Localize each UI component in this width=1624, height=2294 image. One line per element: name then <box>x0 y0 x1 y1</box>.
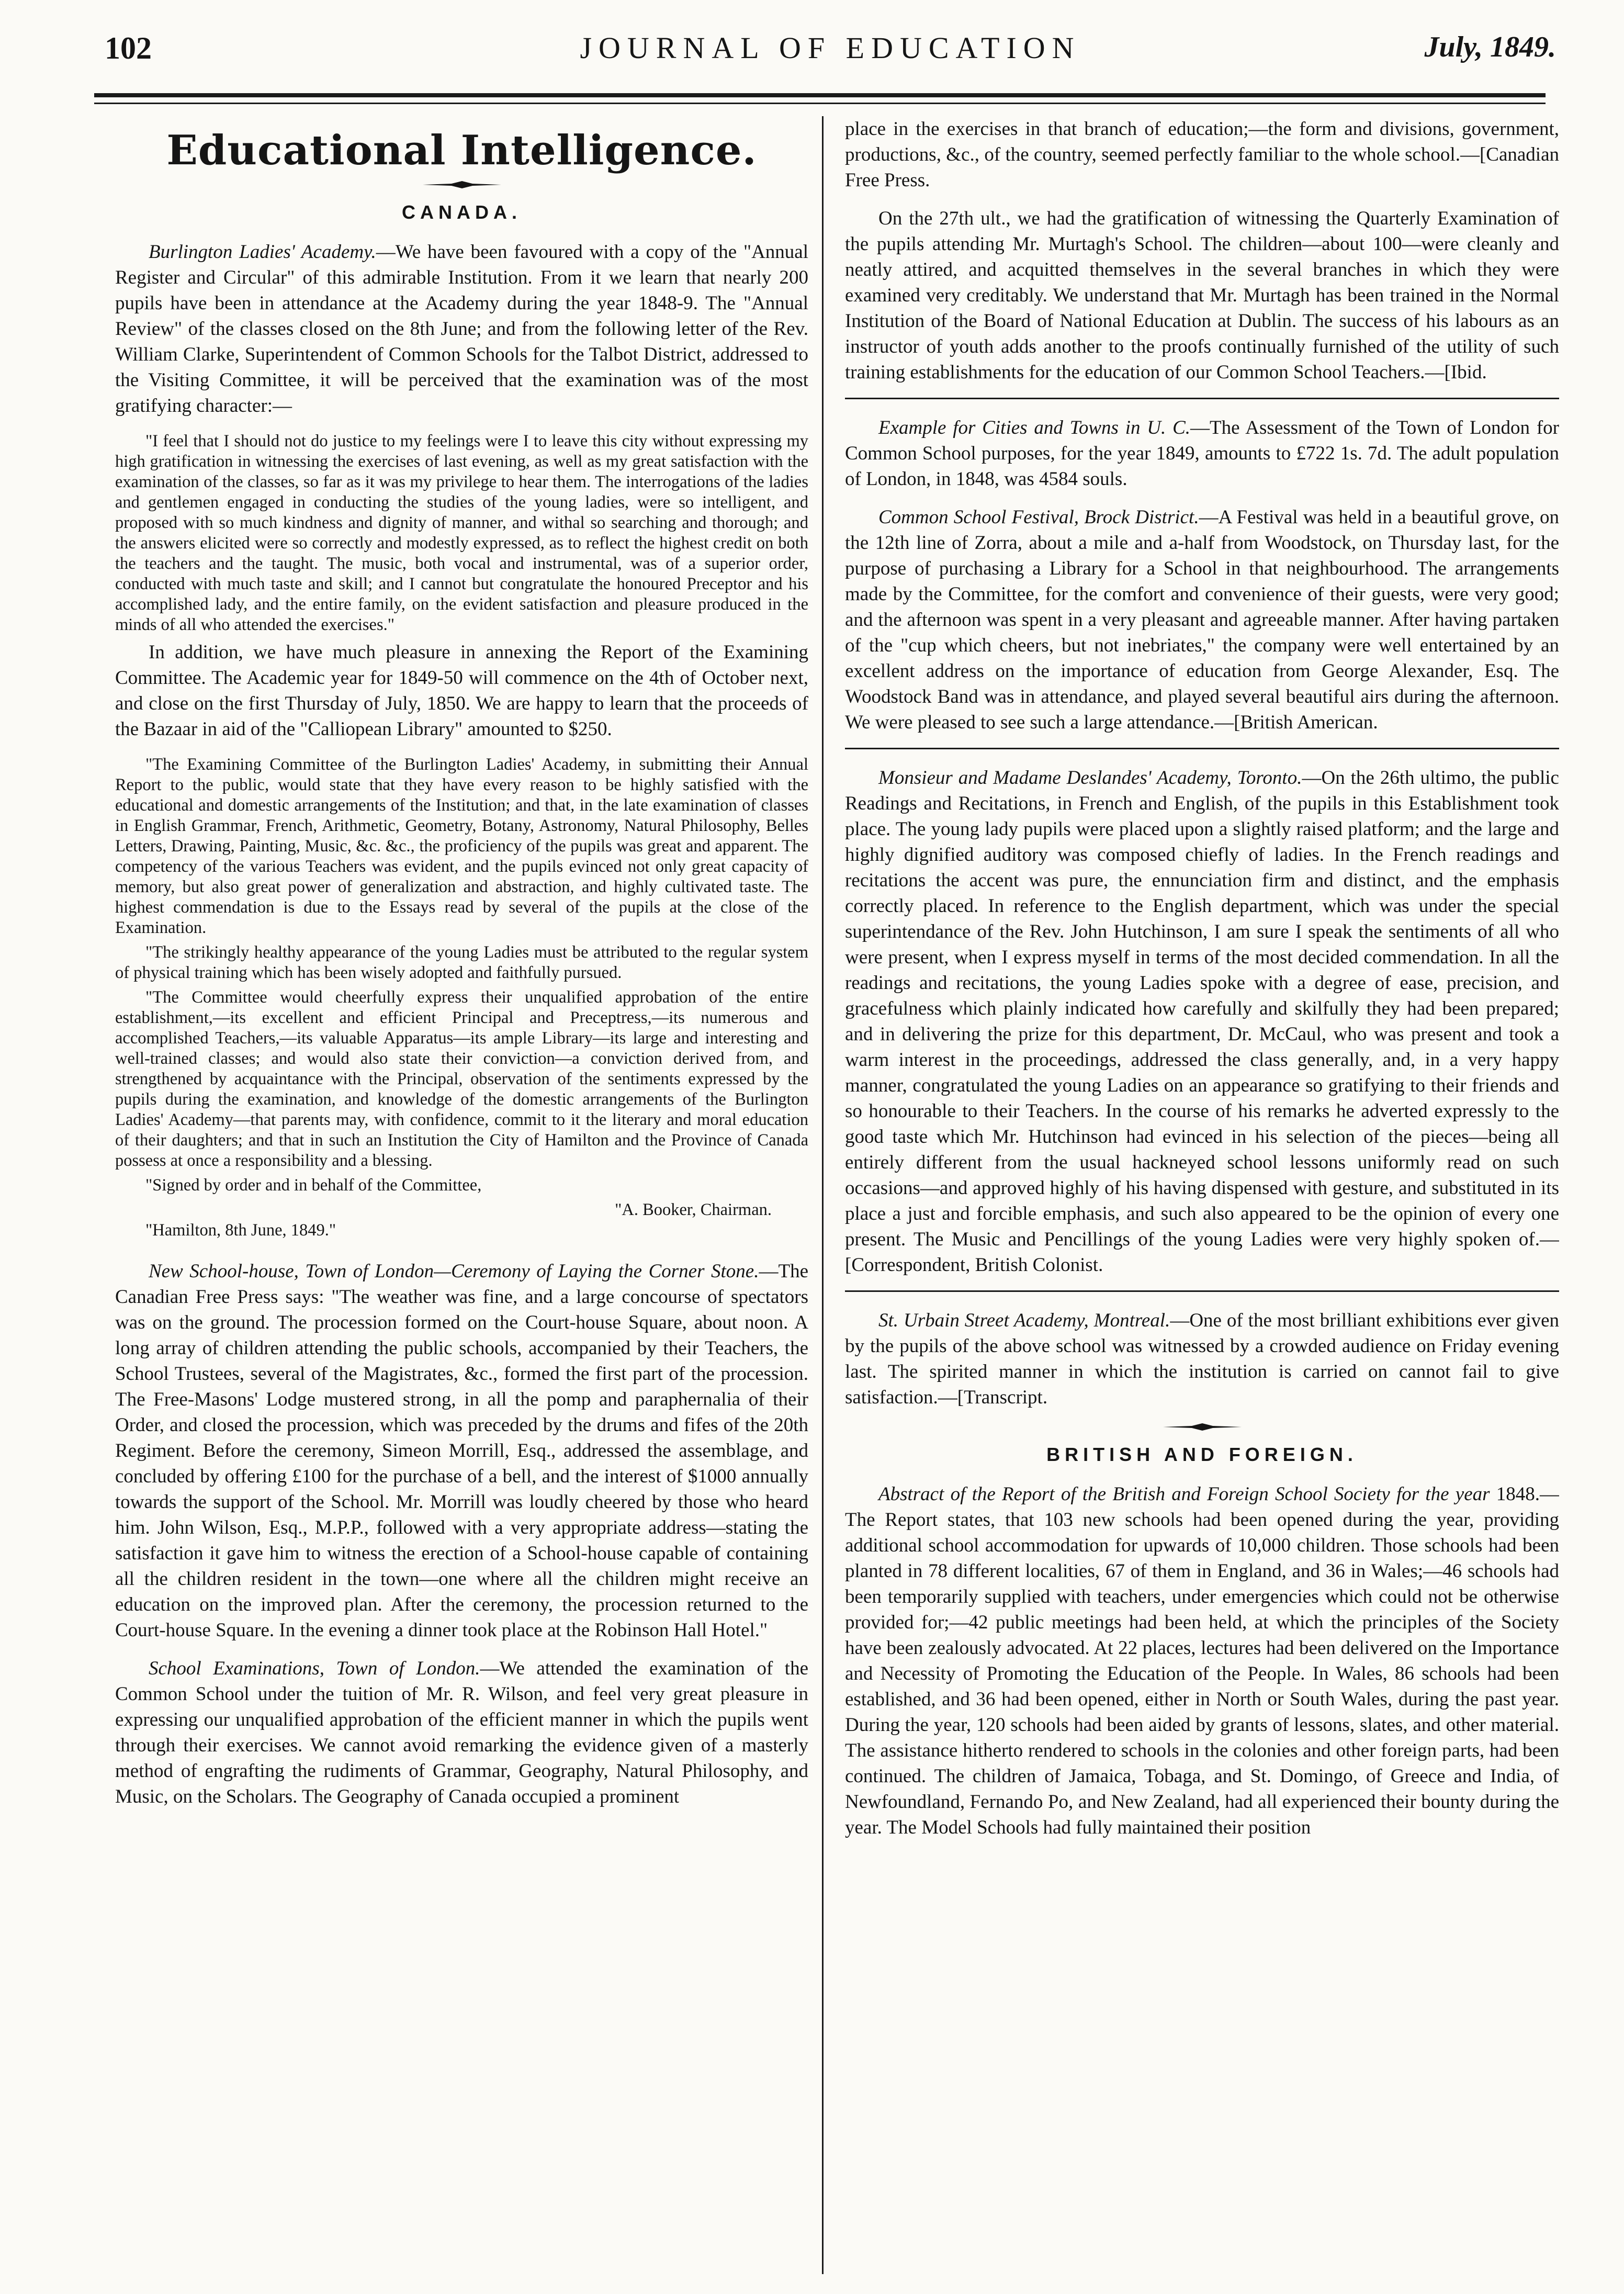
article-lead: Abstract of the Report of the British and Foreign School Society for the year <box>878 1483 1490 1505</box>
ornament-divider-icon <box>423 181 501 189</box>
right-column <box>845 116 1559 2273</box>
article-body: —The Assessment of the Town of London for Common School purposes, for the year 1849, amounts to £722 1s. 7d. The adult population of London, in 1848, was 4584 souls. <box>845 417 1559 490</box>
journal-title: JOURNAL OF EDUCATION <box>580 31 1081 65</box>
article-deslandes <box>845 765 1559 1278</box>
header-rule-thin <box>94 103 1546 104</box>
header-rule-thick <box>94 93 1546 97</box>
article-lead: Burlington Ladies' Academy. <box>149 241 376 263</box>
article-burlington <box>115 239 808 419</box>
paragraph-addition: In addition, we have much pleasure in annexing the Report of the Examining Committee. The Academic year for 1849-50 will commence on the 4th of October next, and close on the first Thursday of July, 1850. We are happy to learn that the proceeds of the Bazaar in aid of the "Calliopean Library" amounted to $250. <box>115 642 808 740</box>
section-heading-british-foreign: BRITISH AND FOREIGN. <box>1046 1444 1358 1465</box>
article-body: —One of the most brilliant exhibitions ever given by the pupils of the above school was witnessed by a crowded audience on Friday evening last. The spirited manner in which the institution is carried on cannot fail to give satisfaction.—[Transcript. <box>845 1310 1559 1408</box>
page-header <box>105 30 1556 83</box>
quote-committee-report: "The Examining Committee of the Burlington Ladies' Academy, in submitting their Annual Report to the public, would state that they have every reason to be highly satisfied with the educational and domestic arrangements of the Institution; and that, in the late examination of classes in English Grammar, French, Arithmetic, Geometry, Botany, Astronomy, Natural Philosophy, Belles Letters, Drawing, Painting, Music, &c. &c., the proficiency of the pupils was great and apparent. The competency of the various Teachers was evident, and the pupils evinced not only great capacity of memory, but also great power of generalization and abstraction, and highly cultivated taste. The highest commendation is due to the Essays read by several of the pupils at the close of the Examination. <box>115 755 808 937</box>
section-heading-canada: CANADA. <box>402 201 522 223</box>
article-separator <box>845 748 1559 749</box>
issue-date: July, 1849. <box>1424 31 1556 63</box>
article-lead: St. Urbain Street Academy, Montreal. <box>878 1310 1170 1331</box>
article-separator <box>845 398 1559 399</box>
article-festival <box>845 504 1559 735</box>
article-body: —We attended the examination of the Common School under the tuition of Mr. R. Wilson, and feel very great pleasure in expressing our unqualified approbation of the efficient manner in which the pupils went through their exercises. We cannot avoid remarking the evidence given of a masterly method of engrafting the rudiments of Grammar, Geography, Natural Philosophy, and Music, on the Scholars. The Geography of Canada occupied a prominent <box>115 1658 808 1807</box>
article-separator <box>845 1290 1559 1292</box>
article-british-foreign-society <box>845 1481 1559 1840</box>
article-school-examinations <box>115 1656 808 1809</box>
article-lead: School Examinations, Town of London. <box>149 1658 480 1679</box>
left-column <box>115 116 808 2273</box>
signature-date: "Hamilton, 8th June, 1849." <box>145 1221 336 1240</box>
column-divider <box>822 116 824 2274</box>
quote-approbation: "The Committee would cheerfully express their unqualified approbation of the entire establishment,—its excellent and efficient Principal and Preceptress,—its numerous and accomplished Teachers,—its valuable Apparatus—its ample Library—its large and interesting and well-trained classes; and would also state their conviction—a conviction derived from, and strengthened by acquaintance with the Principal, observation of the sentiments expressed by the pupils during the examination, and knowledge of the domestic arrangements of the Burlington Ladies' Academy—that parents may, with confidence, commit to it the literary and moral education of their daughters; and that in such an Institution the City of Hamilton and the Province of Canada possess at once a responsibility and a blessing. <box>115 988 808 1170</box>
signed-line: "Signed by order and in behalf of the Committee, <box>145 1176 482 1195</box>
continued-paragraph: place in the exercises in that branch of education;—the form and divisions, government, productions, &c., of the country, seemed perfectly familiar to the whole school.—[Canadian Free Press. <box>845 118 1559 191</box>
article-body: —On the 26th ultimo, the public Readings and Recitations, in French and English, of the pupils in this Establishment took place. The young lady pupils were placed upon a slightly raised platform; and the large and highly dignified auditory was composed chiefly of ladies. In the French readings and recitations the accent was pure, the ennunciation firm and distinct, and the emphasis correctly placed. In reference to the English department, which was under the special superintendance of the Rev. John Hutchinson, I am sure I speak the sentiments of all who were present, when I express myself in terms of the most decided commendation. In all the readings and recitations, the young Ladies spoke with a degree of ease, precision, and gracefulness which plainly indicated how carefully and skilfully they had been prepared; and in delivering the prize for this department, Dr. McCaul, who was present and took a warm interest in the proceedings, addressed the class generally, and, in a very happy manner, congratulated the young Ladies on an appearance so gratifying to their friends and so honourable to their Teachers. In the course of his remarks he adverted expressly to the good taste which Mr. Hutchinson had evinced in his selection of the pieces—being all entirely different from the usual hackneyed school lessons uniformly read on such occasions—and approved highly of his having dispensed with gesture, and substituted in its place a just and forcible emphasis, and such also appeared to be the opinion of every one present. The Music and Pencillings of the young Ladies were very highly spoken of.—[Correspondent, British Colonist. <box>845 767 1559 1276</box>
article-body: —We have been favoured with a copy of the "Annual Register and Circular" of this admirable Institution. From it we learn that nearly 200 pupils have been in attendance at the Academy during the year 1848-9. The "Annual Review" of the classes closed on the 8th June; and from the following letter of the Rev. William Clarke, Superintendent of Common Schools for the Talbot District, addressed to the Visiting Committee, it will be perceived that the examination was of the most gratifying character:— <box>115 241 808 417</box>
page-title: Educational Intelligence. <box>166 127 757 174</box>
article-st-urbain <box>845 1308 1559 1410</box>
article-lead: Example for Cities and Towns in U. C. <box>878 417 1191 438</box>
article-body: —A Festival was held in a beautiful grove, on the 12th line of Zorra, about a mile and a-half from Woodstock, on Thursday last, for the purpose of purchasing a Library for a School in that neighbourhood. The arrangements made by the Committee, for the comfort and convenience of their guests, were very good; and the afternoon was spent in a very pleasant and agreeable manner. After having partaken of the "cup which cheers, but not inebriates," the company were well entertained by an excellent address on the importance of education from George Alexander, Esq. The Woodstock Band was in attendance, and played several beautiful airs during the afternoon. We were pleased to see such a large attendance.—[British American. <box>845 507 1559 733</box>
quote-physical-training: "The strikingly healthy appearance of the young Ladies must be attributed to the regular system of physical training which has been wisely adopted and faithfully pursued. <box>115 943 808 982</box>
page-number: 102 <box>105 31 152 65</box>
article-lead: Monsieur and Madame Deslandes' Academy, Toronto. <box>878 767 1302 789</box>
article-lead: Common School Festival, Brock District. <box>878 507 1199 528</box>
article-murtagh-school: On the 27th ult., we had the gratification of witnessing the Quarterly Examination of the pupils attending Mr. Murtagh's School. The children—about 100—were cleanly and neatly attired, and acquitted themselves in the several branches in which they were examined very creditably. We understand that Mr. Murtagh has been trained in the Normal Institution of the Board of National Education at Dublin. The success of his labours as an instructor of youth adds another to the proofs continually furnished of the utility of such training establishments for the education of our Common School Teachers.—[Ibid. <box>845 208 1559 383</box>
article-body: —The Canadian Free Press says: "The weather was fine, and a large concourse of spectators was on the ground. The procession formed on the Court-house Square, about noon. A long array of children attending the public schools, accompanied by their Teachers, the School Trustees, several of the Magistrates, &c., formed the first part of the procession. The Free-Masons' Lodge mustered strong, in all the pomp and paraphernalia of their Order, and closed the procession, which was preceded by the drums and fifes of the 20th Regiment. Before the ceremony, Simeon Morrill, Esq., addressed the assemblage, and concluded by offering £100 for the purchase of a bell, and the interest of $1000 annually towards the support of the School. Mr. Morrill was loudly cheered by those who heard him. John Wilson, Esq., M.P.P., followed with a very appropriate address—stating the satisfaction it gave him to witness the erection of a School-house capable of containing all the children resident in the town—one where all the children might receive an education on the improved plan. After the ceremony, the procession returned to the Court-house Square. In the evening a dinner took place at the Robinson Hall Hotel." <box>115 1261 808 1641</box>
chairman-signature: "A. Booker, Chairman. <box>615 1200 772 1219</box>
article-lead: New School-house, Town of London—Ceremony of Laying the Corner Stone. <box>149 1261 759 1282</box>
article-body: 1848.—The Report states, that 103 new schools had been opened during the year, providing additional school accommodation for upwards of 10,000 children. Those schools had been planted in 78 different localities, 67 of them in England, and 36 in Wales;—46 schools had been temporarily supplied with teachers, under emergencies which could not be otherwise provided for;—42 public meetings had been held, at which the principles of the Society have been zealously advocated. At 22 places, lectures had been delivered on the Importance and Necessity of Promoting the Education of the People. In Wales, 86 schools had been established, and 36 had been opened, either in North or South Wales, during the past year. During the year, 120 schools had been aided by grants of lessons, slates, and other material. The assistance hitherto rendered to schools in the colonies and other foreign parts, had been continued. The children of Jamaica, Tobaga, and St. Domingo, of Greece and India, of Newfoundland, Fernando Po, and New Zealand, had all experienced their bounty during the year. The Model Schools had fully maintained their position <box>845 1483 1559 1838</box>
ornament-divider-icon <box>1163 1423 1242 1431</box>
quote-clarke-letter: "I feel that I should not do justice to my feelings were I to leave this city without expressing my high gratification in witnessing the exercises of last evening, as well as my great satisfaction with the examination of the classes, so far as it was my privilege to hear them. The interrogations of the ladies and gentlemen engaged in conducting the studies of the young ladies, were so intelligent, and proposed with so much kindness and dignity of manner, and withal so searching and thorough; and the answers elicited were so correctly and modestly expressed, as to reflect the highest credit on both the teachers and the taught. The music, both vocal and instrumental, was of a superior order, conducted with much taste and skill; and I cannot but congratulate the honoured Preceptor and his accomplished lady, and the entire family, on the evident satisfaction and pleasure produced in the minds of all who attended the exercises." <box>115 432 808 634</box>
article-schoolhouse <box>115 1258 808 1643</box>
article-example-towns <box>845 415 1559 492</box>
